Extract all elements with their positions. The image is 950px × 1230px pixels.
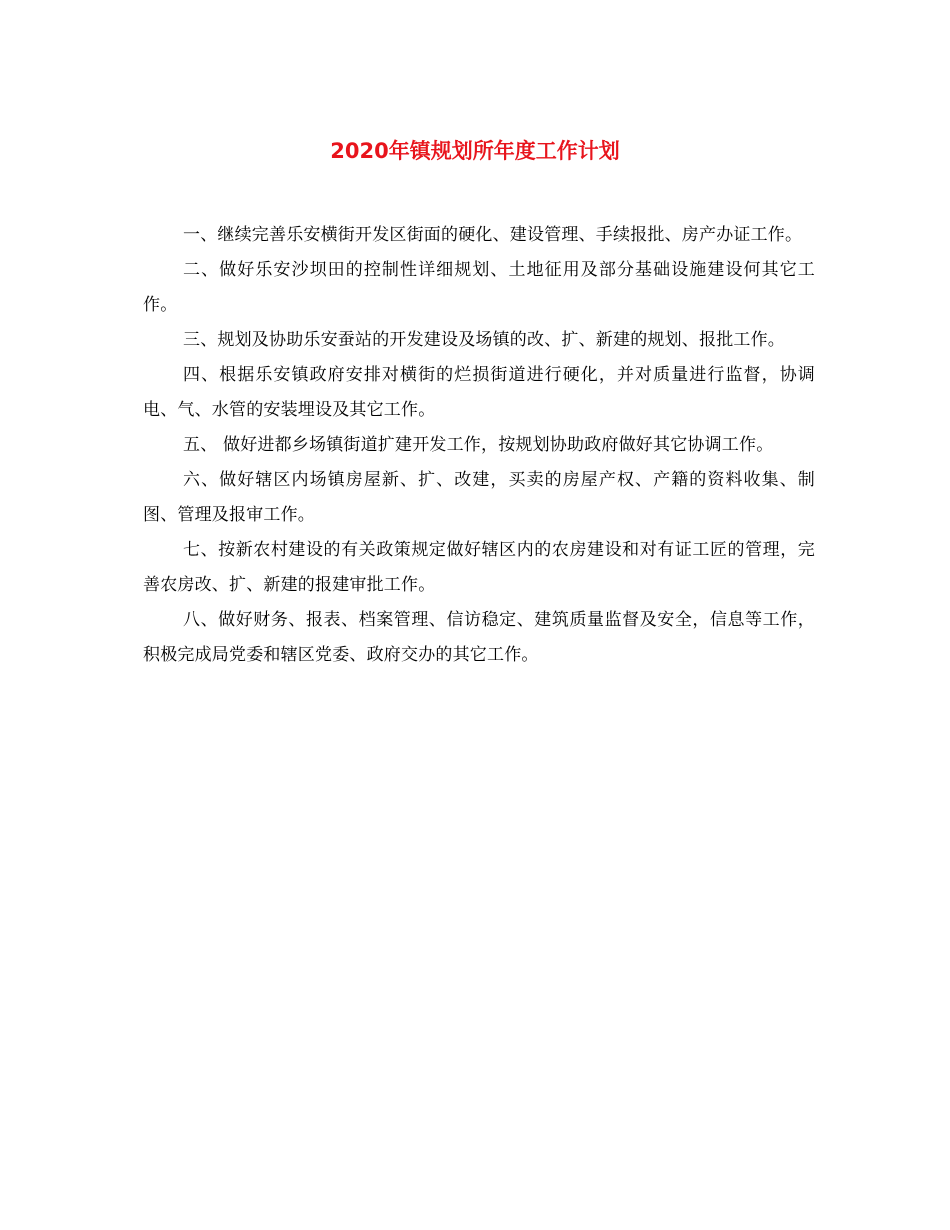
paragraph-8: 八、做好财务、报表、档案管理、信访稳定、建筑质量监督及安全，信息等工作，积极完成局党委和辖区党委、政府交办的其它工作。 (143, 610, 815, 665)
paragraph-3: 三、规划及协助乐安蚕站的开发建设及场镇的改、扩、新建的规划、报批工作。 (183, 330, 785, 350)
paragraph-4: 四、根据乐安镇政府安排对横街的烂损街道进行硬化，并对质量进行监督，协调电、气、水管的安装埋设及其它工作。 (143, 365, 815, 420)
paragraph-1: 一、继续完善乐安横街开发区街面的硬化、建设管理、手续报批、房产办证工作。 (183, 225, 803, 245)
document-title: 2020年镇规划所年度工作计划 (330, 139, 620, 163)
paragraph-2: 二、做好乐安沙坝田的控制性详细规划、土地征用及部分基础设施建设何其它工作。 (143, 260, 815, 315)
paragraph-6: 六、做好辖区内场镇房屋新、扩、改建，买卖的房屋产权、产籍的资料收集、制图、管理及报审工作。 (143, 470, 815, 525)
document-body (143, 218, 815, 673)
paragraph-7: 七、按新农村建设的有关政策规定做好辖区内的农房建设和对有证工匠的管理，完善农房改、扩、新建的报建审批工作。 (143, 540, 815, 595)
paragraph-5: 五、 做好进都乡场镇街道扩建开发工作，按规划协助政府做好其它协调工作。 (183, 435, 774, 455)
